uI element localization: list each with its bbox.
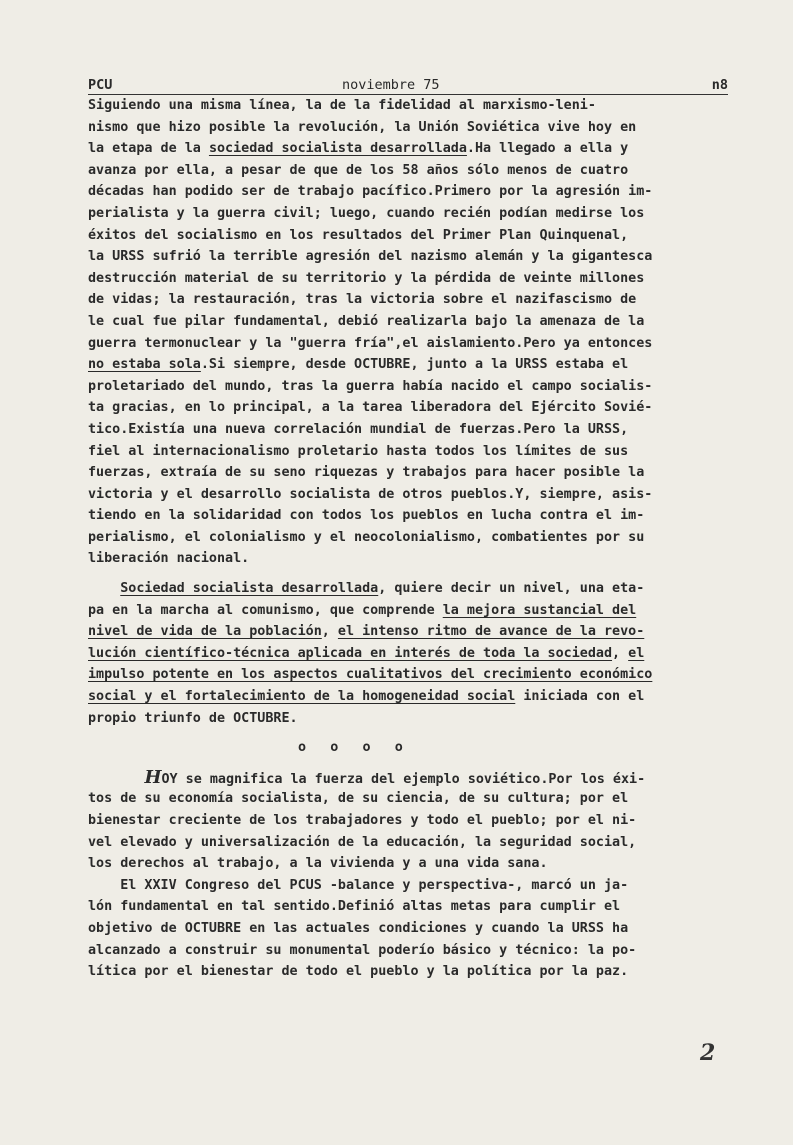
- text-line: [88, 289, 728, 311]
- text-segment: nismo que hizo posible la revolución, la Unión Soviética vive hoy en: [88, 119, 637, 135]
- header-issue-number: n8: [711, 77, 728, 93]
- text-line: [88, 484, 728, 506]
- text-segment: Siguiendo una misma línea, la de la fidelidad al marxismo-leni-: [88, 98, 596, 113]
- text-line: [88, 940, 728, 962]
- text-line: [88, 548, 728, 570]
- text-line: [88, 246, 728, 268]
- text-segment: la etapa de la: [88, 141, 209, 157]
- text-line: [88, 117, 728, 139]
- text-segment: le cual fue pilar fundamental, debió realizarla bajo la amenaza de la: [88, 313, 645, 329]
- text-line: [88, 896, 728, 918]
- text-line: [88, 354, 728, 376]
- text-line: [88, 853, 728, 875]
- text-line: [88, 419, 728, 441]
- text-segment: guerra termonuclear y la "guerra fría",el aislamiento.Pero ya entonces: [88, 335, 653, 351]
- text-line: [88, 311, 728, 333]
- text-line: [88, 832, 728, 854]
- text-line: [88, 138, 728, 160]
- text-line: [88, 708, 728, 730]
- text-line: [88, 160, 728, 182]
- text-segment: bienestar creciente de los trabajadores y todo el pueblo; por el ni-: [88, 813, 637, 828]
- text-segment: .Ha llegado a ella y: [466, 141, 629, 157]
- text-segment: perialismo, el colonialismo y el neocolonialismo, combatientes por su: [88, 529, 645, 545]
- underlined-phrase: sociedad socialista desarrollada: [208, 141, 467, 157]
- article-body: [88, 95, 728, 983]
- text-segment: proletariado del mundo, tras la guerra había nacido el campo socialis-: [88, 378, 653, 394]
- text-line: [88, 181, 728, 203]
- text-segment: lón fundamental en tal sentido.Definió altas metas para cumplir el: [88, 899, 621, 915]
- text-segment: iniciada con el: [515, 689, 645, 705]
- underlined-phrase: el: [628, 645, 645, 661]
- drop-initial: H: [144, 766, 162, 788]
- text-segment: vel elevado y universalización de la educación, la seguridad social,: [88, 834, 637, 850]
- text-segment: .Si siempre, desde OCTUBRE, junto a la URSS estaba el: [200, 357, 629, 373]
- text-line: [88, 621, 728, 643]
- text-segment: avanza por ella, a pesar de que de los 58 años sólo menos de cuatro: [88, 162, 629, 178]
- text-segment: ,: [612, 645, 629, 661]
- page-number: 2: [700, 1040, 716, 1066]
- text-line: [88, 810, 728, 832]
- text-segment: ,: [321, 624, 338, 640]
- paragraph-4: [88, 875, 728, 983]
- text-line: [88, 268, 728, 290]
- text-segment: éxitos del socialismo en los resultados del Primer Plan Quinquenal,: [88, 227, 629, 243]
- text-line: [88, 788, 728, 810]
- text-segment: fuerzas, extraía de su seno riquezas y trabajos para hacer posible la: [88, 465, 645, 481]
- text-line: [88, 333, 728, 355]
- text-segment: alcanzado a construir su monumental poderío básico y técnico: la po-: [88, 942, 637, 958]
- text-segment: de vidas; la restauración, tras la victoria sobre el nazifascismo de: [88, 292, 637, 308]
- text-segment: tiendo en la solidaridad con todos los pueblos en lucha contra el im-: [88, 508, 645, 524]
- text-line: [88, 578, 728, 600]
- text-segment: perialista y la guerra civil; luego, cuando recién podían medirse los: [88, 205, 645, 221]
- text-segment: pa en la marcha al comunismo, que comprende: [88, 602, 443, 618]
- underlined-phrase: impulso potente en los aspectos cualitativos del crecimiento económico: [88, 667, 653, 683]
- header-date: noviembre 75: [342, 77, 440, 93]
- paragraph-1: [88, 95, 728, 578]
- text-line: [88, 462, 728, 484]
- underlined-phrase: lución científico-técnica aplicada en interés de toda la sociedad: [88, 645, 613, 661]
- text-line: [88, 225, 728, 247]
- text-line: [88, 505, 728, 527]
- text-line: [88, 664, 728, 686]
- text-line: [88, 95, 728, 117]
- paragraph-2: [88, 578, 728, 737]
- text-segment: tico.Existía una nueva correlación mundial de fuerzas.Pero la URSS,: [88, 421, 629, 437]
- text-line: [88, 600, 728, 622]
- page-header: [88, 74, 728, 95]
- underlined-phrase: no estaba sola: [88, 357, 201, 373]
- text-segment: El XXIV Congreso del PCUS -balance y perspectiva-, marcó un ja-: [88, 877, 629, 893]
- text-segment: ta gracias, en lo principal, a la tarea liberadora del Ejército Sovié-: [88, 400, 653, 416]
- text-line: [88, 918, 728, 940]
- underlined-phrase: el intenso ritmo de avance de la revo-: [337, 624, 645, 640]
- text-line: [88, 441, 728, 463]
- paragraph-3: [88, 767, 728, 875]
- text-segment: liberación nacional.: [88, 551, 250, 567]
- paragraph-3-line: OY se magnifica la fuerza del ejemplo soviético.Por los éxi-: [161, 771, 646, 787]
- text-segment: lítica por el bienestar de todo el pueblo y la política por la paz.: [88, 964, 629, 980]
- paragraph-3-rest: [88, 788, 728, 874]
- text-segment: , quiere decir un nivel, una eta-: [378, 581, 645, 597]
- paragraph-3-first-line: [88, 767, 728, 789]
- text-line: [88, 527, 728, 549]
- section-separator: o o o o: [298, 740, 403, 756]
- text-segment: los derechos al trabajo, a la vivienda y a una vida sana.: [88, 856, 548, 872]
- header-publication: PCU: [88, 77, 113, 93]
- text-line: [88, 376, 728, 398]
- text-segment: destrucción material de su territorio y la pérdida de veinte millones: [88, 270, 645, 286]
- text-line: [88, 397, 728, 419]
- text-line: [88, 875, 728, 897]
- text-line: [88, 643, 728, 665]
- text-line: [88, 961, 728, 983]
- underlined-phrase: social y el fortalecimiento de la homogeneidad social: [88, 689, 516, 705]
- text-segment: la URSS sufrió la terrible agresión del nazismo alemán y la gigantesca: [88, 249, 653, 265]
- text-segment: objetivo de OCTUBRE en las actuales condiciones y cuando la URSS ha: [88, 920, 629, 936]
- text-segment: décadas han podido ser de trabajo pacífico.Primero por la agresión im-: [88, 184, 653, 200]
- underlined-phrase: la mejora sustancial del: [442, 602, 637, 618]
- text-segment: fiel al internacionalismo proletario hasta todos los límites de sus: [88, 443, 629, 459]
- underlined-phrase: nivel de vida de la población: [88, 624, 322, 640]
- text-line: [88, 686, 728, 708]
- text-line: [88, 203, 728, 225]
- text-segment: tos de su economía socialista, de su ciencia, de su cultura; por el: [88, 791, 629, 807]
- text-segment: propio triunfo de OCTUBRE.: [88, 710, 298, 726]
- text-segment: victoria y el desarrollo socialista de otros pueblos.Y, siempre, asis-: [88, 486, 653, 502]
- underlined-phrase: Sociedad socialista desarrollada: [120, 581, 379, 597]
